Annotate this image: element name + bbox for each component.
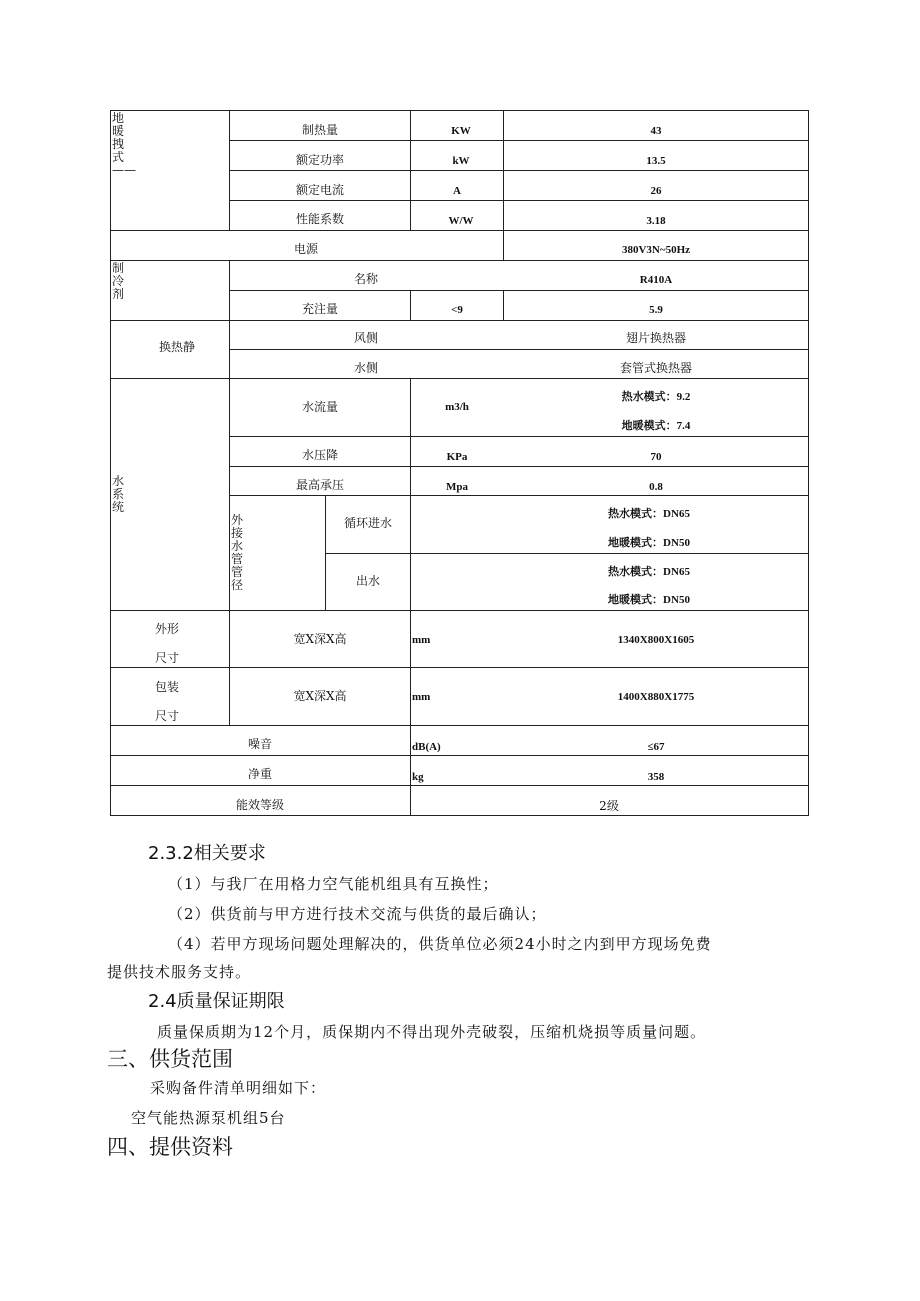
water-max-pressure-label: 最高承压 xyxy=(295,478,345,492)
package-label-1: 包装 xyxy=(154,680,180,694)
section-3-line-1: 采购备件清单明细如下： xyxy=(150,1079,327,1097)
section-2-3-2-title: 2.3.2相关要求 xyxy=(148,843,266,864)
requirement-4-line-2: 提供技术服务支持。 xyxy=(107,963,252,981)
outline-label-2: 尺寸 xyxy=(154,651,180,665)
package-unit: mm xyxy=(412,691,431,703)
group-refrigerant: 制冷剂 xyxy=(112,261,125,301)
requirement-2: （2）供货前与甲方进行技术交流与供货的最后确认； xyxy=(168,905,547,923)
refrigerant-charge-unit: <9 xyxy=(451,304,463,316)
power-label: 电源 xyxy=(293,242,319,256)
row-label-cop: 性能系数 xyxy=(295,212,345,226)
row-label-rated-current: 额定电流 xyxy=(295,183,345,197)
group-floor-heat-mode: 地暖拽式—— xyxy=(112,111,136,177)
row-label-heating-capacity: 制热量 xyxy=(301,123,339,137)
water-drop-value: 70 xyxy=(650,451,662,463)
section-3-line-2: 空气能热源泵机组5台 xyxy=(131,1109,286,1127)
group-water-system: 水系统 xyxy=(112,474,125,514)
power-value: 380V3N~50Hz xyxy=(621,244,691,256)
row-value-cop: 3.18 xyxy=(646,215,666,227)
row-label-rated-power: 额定功率 xyxy=(295,153,345,167)
refrigerant-charge-label: 充注量 xyxy=(301,302,339,316)
pipe-outlet-floor: 地暖模式：DN50 xyxy=(608,594,690,606)
noise-value: ≤67 xyxy=(647,741,665,753)
efficiency-value: 2级 xyxy=(599,799,619,813)
water-max-pressure-unit: Mpa xyxy=(446,481,468,493)
refrigerant-name-label: 名称 xyxy=(353,272,379,286)
row-value-rated-power: 13.5 xyxy=(646,155,666,167)
pipe-inlet-label: 循环进水 xyxy=(343,516,393,530)
heat-exchanger-water-label: 水侧 xyxy=(353,361,379,375)
pipe-inlet-hot: 热水模式：DN65 xyxy=(608,508,690,520)
outline-dims: 宽X深X高 xyxy=(293,632,347,646)
row-unit-heating-capacity: KW xyxy=(451,125,471,137)
heat-exchanger-air-value: 翅片换热器 xyxy=(625,331,687,345)
section-3-title: 三、供货范围 xyxy=(107,1047,233,1071)
water-max-pressure-value: 0.8 xyxy=(649,481,663,493)
row-unit-rated-power: kW xyxy=(452,155,470,167)
requirement-1: （1）与我厂在用格力空气能机组具有互换性； xyxy=(168,875,499,893)
package-label-2: 尺寸 xyxy=(154,709,180,723)
outline-unit: mm xyxy=(412,634,431,646)
row-value-heating-capacity: 43 xyxy=(650,125,662,137)
row-value-rated-current: 26 xyxy=(650,185,662,197)
weight-unit: kg xyxy=(412,771,424,783)
water-flow-floor: 地暖模式：7.4 xyxy=(621,420,691,432)
water-drop-label: 水压降 xyxy=(301,448,339,462)
refrigerant-name-value: R410A xyxy=(639,274,673,286)
row-unit-rated-current: A xyxy=(453,185,461,197)
efficiency-label: 能效等级 xyxy=(235,798,285,812)
requirement-4-line-1: （4）若甲方现场问题处理解决的，供货单位必须24小时之内到甲方现场免费 xyxy=(168,935,712,953)
water-flow-label: 水流量 xyxy=(301,400,339,414)
group-external-pipe: 外接水管管径 xyxy=(231,513,244,592)
section-2-4-title: 2.4质量保证期限 xyxy=(148,991,285,1012)
row-unit-cop: W/W xyxy=(448,215,474,227)
pipe-outlet-hot: 热水模式：DN65 xyxy=(608,566,690,578)
weight-value: 358 xyxy=(647,771,665,783)
pipe-inlet-floor: 地暖模式：DN50 xyxy=(608,537,690,549)
noise-label: 噪音 xyxy=(247,737,273,751)
water-flow-unit: m3/h xyxy=(445,401,469,413)
heat-exchanger-water-value: 套管式换热器 xyxy=(619,361,693,375)
heat-exchanger-air-label: 风侧 xyxy=(353,331,379,345)
noise-unit: dB(A) xyxy=(412,741,441,753)
water-flow-hot: 热水模式：9.2 xyxy=(621,391,691,403)
group-heat-exchanger: 换热静 xyxy=(158,340,196,354)
refrigerant-charge-value: 5.9 xyxy=(649,304,663,316)
section-2-4-body: 质量保质期为12个月，质保期内不得出现外壳破裂，压缩机烧损等质量问题。 xyxy=(157,1023,707,1041)
outline-label-1: 外形 xyxy=(154,622,180,636)
package-value: 1400X880X1775 xyxy=(617,691,695,703)
section-4-title: 四、提供资料 xyxy=(107,1135,233,1159)
pipe-outlet-label: 出水 xyxy=(355,574,381,588)
outline-value: 1340X800X1605 xyxy=(617,634,695,646)
package-dims: 宽X深X高 xyxy=(293,689,347,703)
water-drop-unit: KPa xyxy=(446,451,468,463)
weight-label: 净重 xyxy=(247,767,273,781)
